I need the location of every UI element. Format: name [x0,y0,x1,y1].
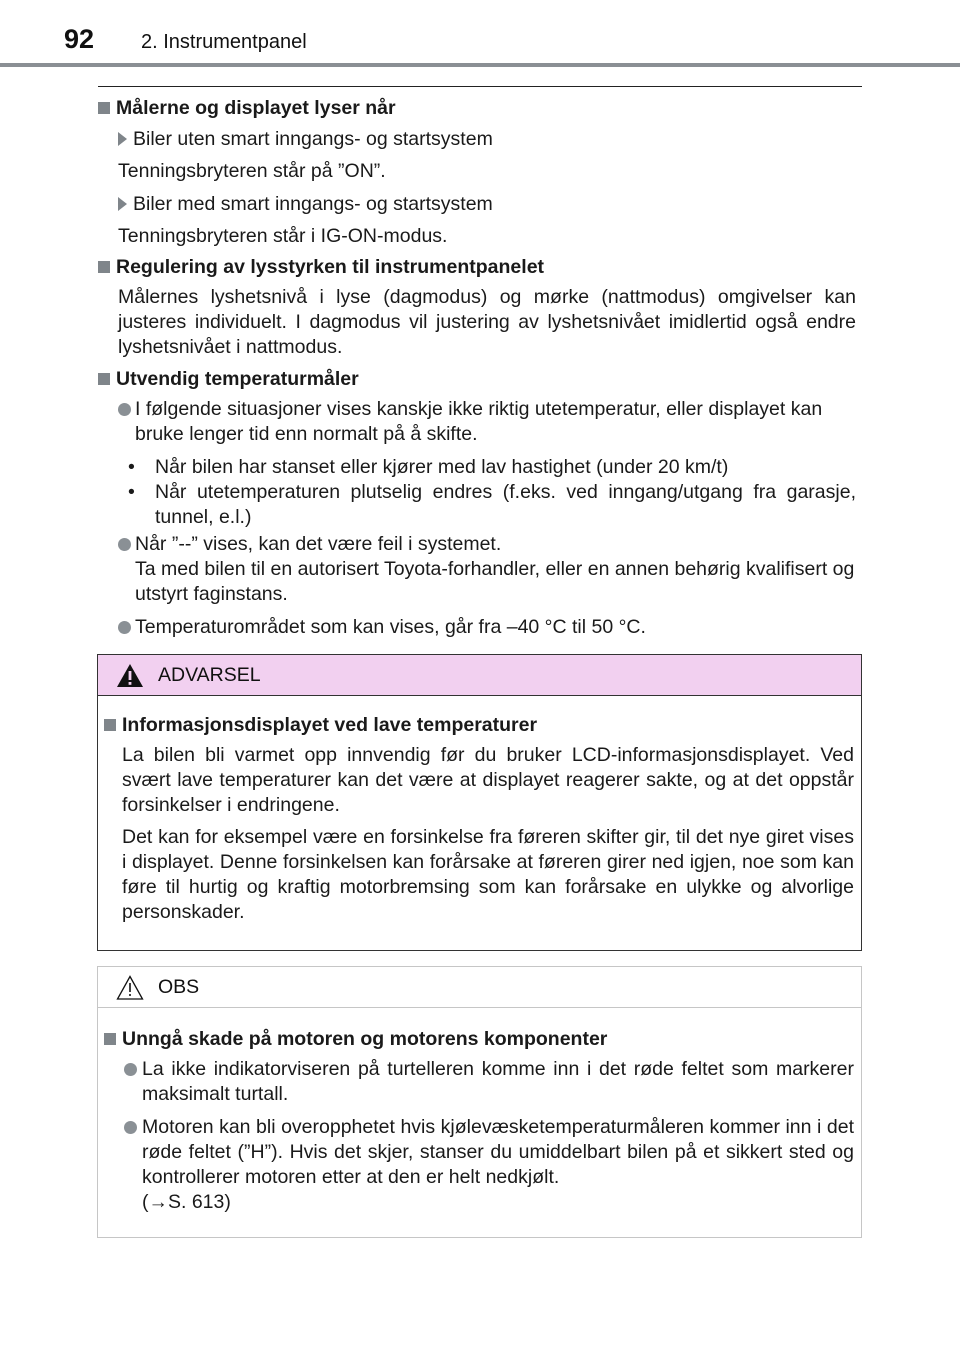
dot-bullet: • [128,456,135,478]
page-reference: (→S. 613) [142,1191,231,1213]
list-item: • Når bilen har stanset eller kjører med lav hastighet (under 20 km/t) [128,456,729,478]
triangle-bullet-icon [118,197,127,211]
list-item: Når ”--” vises, kan det være feil i systemet. Ta med bilen til en autorisert Toyota-forhandler, eller en annen behørig kvalifisert og utstyrt faginstans. [98,532,864,607]
paragraph: Det kan for eksempel være en forsinkelse fra føreren skifter gir, til det nye giret vises i displayet. Denne forsinkelsen kan forårsake at føreren girer ned igjen, noe som kan føre til hurtig og kraftig motorbremsing som kan forårsake en ulykke og alvorlige personskader. [122,826,854,923]
list-item: Biler uten smart inngangs- og startsystem [98,127,864,152]
dot-bullet: • [128,481,135,503]
circle-bullet-icon [124,1063,137,1076]
section-heading: Målerne og displayet lyser når [98,96,864,121]
square-bullet-icon [98,373,110,385]
page-header [0,0,960,66]
notice-body [104,1027,854,1215]
warning-label: ADVARSEL [158,664,261,686]
square-bullet-icon [98,261,110,273]
circle-bullet-icon [124,1121,137,1134]
triangle-bullet-icon [118,132,127,146]
section-heading: Regulering av lysstyrken til instrumentpanelet [98,255,864,280]
list-item: La ikke indikatorviseren på turtelleren komme inn i det røde feltet som markerer maksimalt turtall. [104,1057,854,1107]
section-rule [98,86,862,87]
circle-bullet-icon [118,621,131,634]
warning-header [98,655,861,696]
circle-bullet-icon [118,403,131,416]
notice-box [97,966,862,1238]
section-gauges-light [98,96,864,249]
square-bullet-icon [104,719,116,731]
list-item: • Når utetemperaturen plutselig endres (f.eks. ved inngang/utgang fra garasje, tunnel, e.l.) [128,481,856,528]
square-bullet-icon [104,1033,116,1045]
chapter-title: 2. Instrumentpanel [141,31,307,53]
page-number: 92 [64,24,95,54]
list-item: Motoren kan bli overopphetet hvis kjølevæsketemperaturmåleren kommer inn i det røde feltet (”H”). Hvis det skjer, stanser du umiddelbart bilen på et sikkert sted og kontrollerer motoren etter at den er helt nedkjølt. (→S. 613) [104,1115,854,1215]
header-rule [0,63,960,67]
section-brightness [98,255,864,360]
section-outside-temp [98,367,864,640]
warning-box [97,654,862,951]
warning-body [104,713,854,925]
notice-header [98,967,861,1008]
warning-triangle-icon [116,663,144,688]
square-bullet-icon [98,102,110,114]
section-heading: Utvendig temperaturmåler [98,367,864,392]
paragraph: La bilen bli varmet opp innvendig før du bruker LCD-informasjonsdisplayet. Ved svært lave temperaturer kan det være at displayet reagerer sakte, og at det oppstår forsinkelser i endringene. [122,744,854,816]
circle-bullet-icon [118,538,131,551]
paragraph: Målernes lyshetsnivå i lyse (dagmodus) og mørke (nattmodus) omgivelser kan justeres individuelt. I dagmodus vil justering av lyshetsnivået imidlertid også endre lyshetsnivået i nattmodus. [118,286,856,358]
warning-heading: Informasjonsdisplayet ved lave temperaturer [104,713,854,738]
notice-label: OBS [158,976,200,998]
notice-heading: Unngå skade på motoren og motorens komponenter [104,1027,854,1052]
caution-triangle-icon [116,975,144,1000]
paragraph: Tenningsbryteren står i IG-ON-modus. [118,225,448,247]
list-item: Temperaturområdet som kan vises, går fra –40 °C til 50 °C. [98,615,864,640]
paragraph: Tenningsbryteren står på ”ON”. [118,160,386,182]
list-item: I følgende situasjoner vises kanskje ikke riktig utetemperatur, eller displayet kan bruke lenger tid enn normalt på å skifte. [98,397,864,447]
list-item: Biler med smart inngangs- og startsystem [98,192,864,217]
